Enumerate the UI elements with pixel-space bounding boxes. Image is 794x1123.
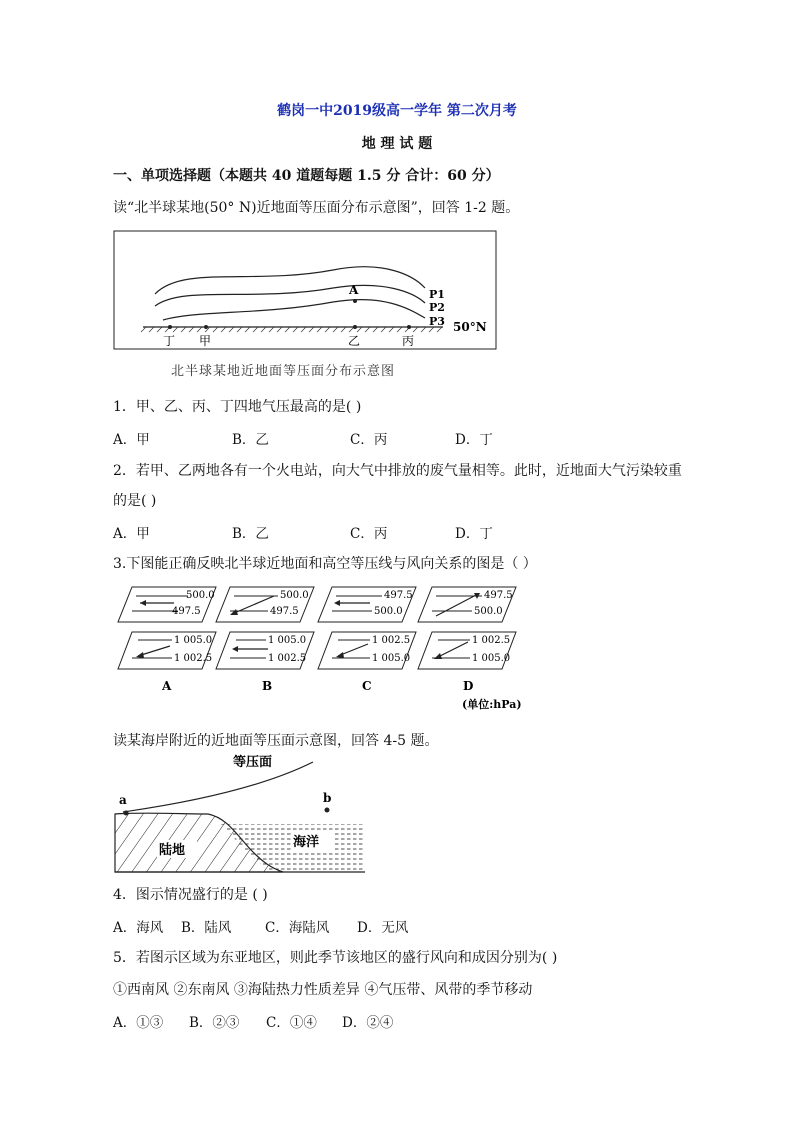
q5-choices: ①西南风 ②东南风 ③海陆热力性质差异 ④气压带、风带的季节移动 bbox=[113, 982, 533, 998]
panel-a bbox=[118, 587, 216, 693]
point-b-coast: b bbox=[323, 791, 332, 805]
panel-c-bottom-1: 1 002.5 bbox=[372, 635, 411, 646]
panel-b-top-2: 497.5 bbox=[270, 606, 299, 617]
intro-q4-5: 读某海岸附近的近地面等压面示意图，回答 4-5 题。 bbox=[113, 733, 439, 749]
curve-label-p3: P3 bbox=[429, 315, 445, 328]
isobar-label: 等压面 bbox=[233, 755, 273, 770]
panel-a-label: A bbox=[162, 679, 172, 693]
panel-a-top-2: 497.5 bbox=[172, 606, 201, 617]
q4-option-c[interactable]: C．海陆风 bbox=[265, 920, 330, 936]
sea-label: 海洋 bbox=[293, 835, 320, 850]
panel-a-bottom-1: 1 005.0 bbox=[174, 635, 213, 646]
q1-option-b[interactable]: B．乙 bbox=[232, 432, 269, 448]
isobar-figure bbox=[113, 230, 498, 380]
q5-option-b[interactable]: B．②③ bbox=[189, 1015, 240, 1031]
panel-b-label: B bbox=[262, 679, 273, 693]
q3-stem: 3.下图能正确反映北半球近地面和高空等压线与风向关系的图是（ ） bbox=[113, 556, 537, 572]
panel-b-bottom-1: 1 005.0 bbox=[268, 635, 307, 646]
point-a-coast: a bbox=[119, 793, 127, 807]
panel-c bbox=[318, 587, 416, 693]
panel-b-top-1: 500.0 bbox=[280, 590, 309, 601]
panel-c-top-2: 500.0 bbox=[374, 606, 403, 617]
q4-option-b[interactable]: B．陆风 bbox=[181, 920, 232, 936]
ground-label-bing: 丙 bbox=[402, 334, 415, 348]
ground-label-jia: 甲 bbox=[199, 334, 212, 348]
panel-c-top-1: 497.5 bbox=[384, 590, 413, 601]
q4-option-a[interactable]: A．海风 bbox=[113, 920, 164, 936]
panel-a-top-1: 500.0 bbox=[186, 590, 215, 601]
q4-stem: 4．图示情况盛行的是 ( ) bbox=[113, 887, 268, 903]
unit-label: (单位:hPa) bbox=[462, 698, 522, 711]
ground-label-ding: 丁 bbox=[163, 334, 176, 348]
panel-d-top-2: 500.0 bbox=[474, 606, 503, 617]
intro-q1-2: 读“北半球某地(50° N)近地面等压面分布示意图”，回答 1-2 题。 bbox=[113, 200, 520, 216]
panel-d-top-1: 497.5 bbox=[484, 590, 513, 601]
wind-isobar-figure bbox=[110, 582, 540, 717]
point-a-label: A bbox=[349, 283, 359, 297]
q1-option-c[interactable]: C．丙 bbox=[350, 432, 388, 448]
figure1-caption: 北半球某地近地面等压面分布示意图 bbox=[171, 364, 396, 379]
coast-isobar-figure bbox=[113, 752, 368, 877]
panel-d-label: D bbox=[463, 679, 474, 693]
panel-c-bottom-2: 1 005.0 bbox=[372, 653, 411, 664]
panel-a-bottom-2: 1 002.5 bbox=[174, 653, 213, 664]
q2-option-b[interactable]: B．乙 bbox=[232, 526, 269, 542]
q4-option-d[interactable]: D．无风 bbox=[357, 920, 409, 936]
curve-label-p1: P1 bbox=[429, 288, 445, 301]
q2-stem-line2: 的是( ) bbox=[113, 493, 157, 509]
exam-subtitle: 地 理 试 题 bbox=[361, 136, 433, 152]
q5-stem: 5．若图示区域为东亚地区，则此季节该地区的盛行风向和成因分别为( ) bbox=[113, 950, 558, 966]
q2-option-d[interactable]: D．丁 bbox=[455, 526, 493, 542]
q2-stem-line1: 2．若甲、乙两地各有一个火电站，向大气中排放的废气量相等。此时，近地面大气污染较重 bbox=[113, 463, 682, 479]
q5-option-a[interactable]: A．①③ bbox=[113, 1015, 164, 1031]
panel-d-bottom-1: 1 002.5 bbox=[472, 635, 511, 646]
q5-option-c[interactable]: C．①④ bbox=[266, 1015, 317, 1031]
q5-option-d[interactable]: D．②④ bbox=[342, 1015, 394, 1031]
ground-label-yi: 乙 bbox=[348, 334, 361, 348]
panel-b-bottom-2: 1 002.5 bbox=[268, 653, 307, 664]
q1-option-a[interactable]: A．甲 bbox=[113, 432, 150, 448]
panel-d bbox=[418, 587, 516, 693]
land-label: 陆地 bbox=[159, 843, 186, 858]
curve-label-p2: P2 bbox=[429, 301, 445, 314]
q1-option-d[interactable]: D．丁 bbox=[455, 432, 493, 448]
section-heading: 一、单项选择题（本题共 40 道题每题 1.5 分 合计：60 分） bbox=[113, 168, 500, 184]
q2-option-a[interactable]: A．甲 bbox=[113, 526, 150, 542]
q1-stem: 1．甲、乙、丙、丁四地气压最高的是( ) bbox=[113, 399, 362, 415]
panel-b bbox=[216, 587, 314, 693]
exam-title: 鹤岗一中2019级高一学年 第二次月考 bbox=[277, 103, 517, 119]
q2-option-c[interactable]: C．丙 bbox=[350, 526, 388, 542]
latitude-label: 50°N bbox=[453, 320, 487, 334]
panel-d-bottom-2: 1 005.0 bbox=[472, 653, 511, 664]
panel-c-label: C bbox=[362, 679, 372, 693]
